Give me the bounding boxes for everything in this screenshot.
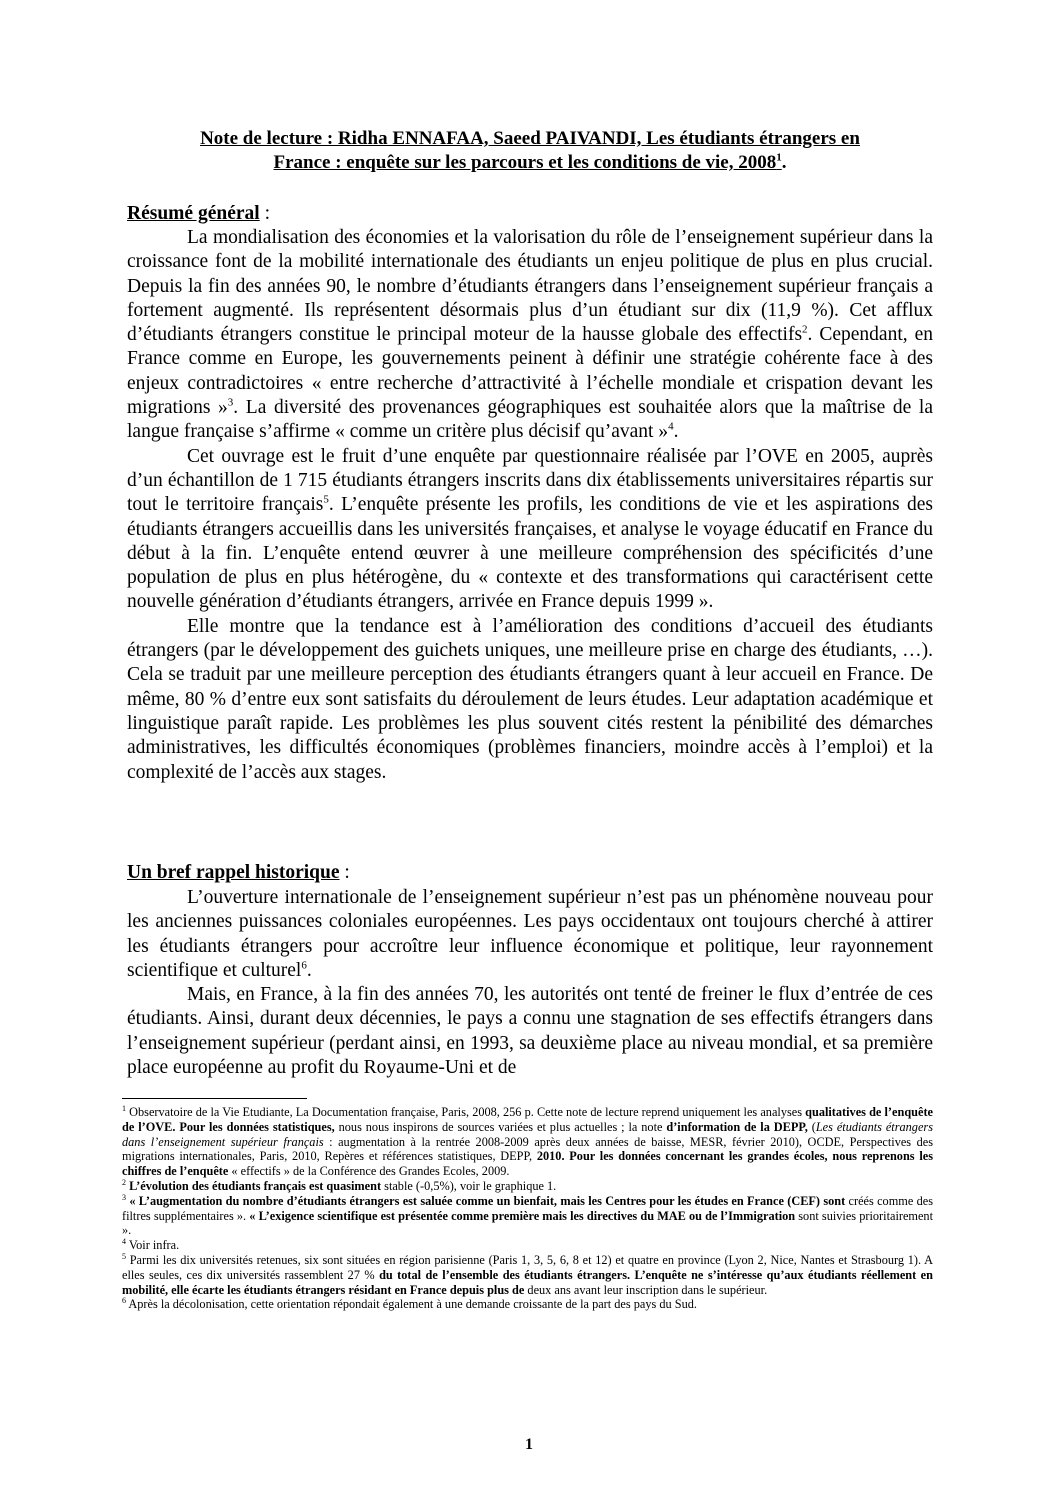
footnote-text: Observatoire de la Vie Etudiante, La Documentation française, Paris, 2008, 256 p. Cette note de lecture reprend uniquement les analyses	[126, 1105, 806, 1119]
footnote-text: créés comme des filtres supplémentaires ».	[122, 1193, 933, 1223]
title-line-1: Note de lecture : Ridha ENNAFAA, Saeed PAIVANDI, Les étudiants étrangers en	[200, 128, 860, 149]
footnote-text: (	[807, 1119, 816, 1134]
paragraph: Elle montre que la tendance est à l’amélioration des conditions d’accueil des étudiants étrangers (par le développement des guichets uniques, une meilleure prise en charge des étudiants, …). Cela se traduit par une meilleure perception des étudiants étrangers quant à leur accueil en France. De même, 80 % d’entre eux sont satisfaits du déroulement de leurs études. Leur adaptation académique et linguistique paraît rapide. Les problèmes les plus souvent cités restent la pénibilité des démarches administratives, les difficultés économiques (problèmes financiers, moindre accès à l’emploi) et la complexité de l’accès aux stages.	[127, 615, 933, 783]
title-line-2-text: France : enquête sur les parcours et les conditions de vie, 2008	[273, 152, 777, 173]
footnote-text: Après la décolonisation, cette orientation répondait également à une demande croissante de la part des pays du Sud.	[126, 1297, 697, 1312]
footnote-number: 5	[122, 1251, 126, 1261]
footnotes	[122, 1105, 933, 1312]
footnote-text-bold: « L’exigence scientifique est présentée comme première mais les directives du MAE ou de l’Immigration	[249, 1208, 796, 1223]
footnote-number: 2	[122, 1177, 126, 1187]
paragraph-text: L’ouverture internationale de l’enseignement supérieur n’est pas un phénomène nouveau pour les anciennes puissances coloniales européennes. Les pays occidentaux ont toujours cherché à attirer les étudiants étrangers pour accroître leur influence économique et politique, leur rayonnement scientifique et culturel	[127, 887, 933, 981]
footnote-text-italic: Les étudiants étrangers dans l’enseignement supérieur français	[122, 1119, 933, 1149]
footnote-text-bold: du total de l’ensemble des étudiants étrangers. L’enquête ne s’intéresse qu’aux étudiants réellement en mobilité, elle écarte les étudiants étrangers résidant en France depuis plus de	[122, 1267, 933, 1297]
section-body-historique	[127, 886, 933, 1080]
paragraph-text: .	[673, 421, 679, 443]
footnote-ref-4[interactable]: 4	[668, 420, 674, 433]
footnote-text: Parmi les dix universités retenues, six sont situées en région parisienne (Paris 1, 3, 5, 6, 8 et 12) et quatre en province (Lyon 2, Nice, Nantes et Strasbourg 1). A elles seules, ces dix universités rassemblent 27 %	[122, 1252, 933, 1282]
footnote-number: 4	[122, 1237, 126, 1247]
footnote-ref-1[interactable]: 1	[776, 151, 782, 164]
footnote-5	[122, 1253, 933, 1297]
footnote-text-bold: 2010. Pour les données concernant les grandes écoles, nous reprenons les chiffres de l’enquête	[122, 1149, 934, 1179]
footnote-text: deux ans avant leur inscription dans le supérieur.	[524, 1282, 768, 1297]
footnote-text: Voir infra.	[126, 1238, 180, 1253]
footnote-text: stable (-0,5%), voir le graphique 1.	[381, 1178, 557, 1193]
paragraph-text: La mondialisation des économies et la valorisation du rôle de l’enseignement supérieur dans la croissance font de la mobilité internationale des étudiants un enjeu politique de plus en plus crucial. Depuis la fin des années 90, le nombre d’étudiants étrangers dans l’enseignement supérieur français a fortement augmenté. Ils représentent désormais plus d’un étudiant sur dix (11,9 %). Cet afflux d’étudiants étrangers constitue le principal moteur de la hausse globale des effectifs	[127, 227, 933, 346]
section-heading-colon: :	[259, 203, 270, 224]
footnote-2	[122, 1179, 933, 1194]
footnote-ref-2[interactable]: 2	[802, 323, 808, 336]
footnote-number: 3	[122, 1192, 126, 1202]
footnote-text: : augmentation à la rentrée 2008-2009 après deux années de baisse, MESR, février 2010), OCDE, Perspectives des migrations internationales, Paris, 2010, Repères et références statistiques, DEPP,	[122, 1134, 933, 1164]
footnote-3	[122, 1194, 933, 1238]
footnote-text-bold: qualitatives de l’enquête de l’OVE. Pour les données statistiques,	[122, 1105, 934, 1134]
section-heading-historique	[127, 862, 350, 884]
paragraph	[127, 886, 933, 983]
paragraph-text: .	[306, 959, 312, 981]
paragraph	[127, 445, 933, 615]
paragraph-text: . Cependant, en France comme en Europe, les gouvernements peinent à définir une stratégie cohérente face à des enjeux contradictoires « entre recherche d’attractivité à l’échelle mondiale et crispation devant les migrations »	[127, 324, 933, 419]
footnote-ref-6[interactable]: 6	[301, 959, 307, 972]
footnote-text: nous nous inspirons de sources variées et plus actuelles ; la note	[334, 1119, 667, 1134]
section-heading-resume	[127, 203, 270, 225]
paragraph	[127, 226, 933, 445]
paragraph-text: . La diversité des provenances géographiques est souhaitée alors que la maîtrise de la langue française s’affirme « comme un critère plus décisif qu’avant »	[127, 397, 933, 443]
page-number: 1	[525, 1436, 533, 1453]
title-period: .	[781, 152, 787, 173]
section-body-resume	[127, 226, 933, 785]
footnote-text: « effectifs » de la Conférence des Grandes Ecoles, 2009.	[228, 1164, 510, 1179]
title-line-2	[273, 152, 781, 173]
section-heading-colon: :	[339, 862, 350, 883]
footnote-text-bold: d’information de la DEPP,	[666, 1119, 808, 1134]
footnote-number: 1	[122, 1103, 126, 1113]
paragraph-text: . L’enquête présente les profils, les conditions de vie et les aspirations des étudiants étrangers accueillis dans les universités françaises, et analyse le voyage éducatif en France du début à la fin. L’enquête entend œuvrer à une meilleure compréhension des spécificités d’une population de plus en plus hétérogène, du « contexte et des transformations qui caractérisent cette nouvelle génération d’étudiants étrangers, arrivée en France depuis 1999 ».	[127, 494, 933, 613]
footnote-6	[122, 1297, 933, 1312]
footnote-text: sont suivies prioritairement ».	[122, 1208, 933, 1238]
section-heading-historique-text: Un bref rappel historique	[127, 862, 340, 883]
paragraph-text: Cet ouvrage est le fruit d’une enquête par questionnaire réalisée par l’OVE en 2005, auprès d’un échantillon de 1 715 étudiants étrangers inscrits dans dix établissements universitaires répartis sur tout le territoire français	[127, 445, 933, 516]
footnote-1	[122, 1105, 933, 1179]
footnote-number: 6	[122, 1296, 126, 1306]
page-title	[127, 127, 933, 175]
footnote-ref-5[interactable]: 5	[323, 493, 329, 506]
footnote-4	[122, 1238, 933, 1253]
paragraph: Mais, en France, à la fin des années 70, les autorités ont tenté de freiner le flux d’entrée de ces étudiants. Ainsi, durant deux décennies, le pays a connu une stagnation de ses effectifs étrangers dans l’enseignement supérieur (perdant ainsi, en 1993, sa deuxième place au niveau mondial, et sa première place européenne au profit du Royaume-Uni et de	[127, 984, 933, 1079]
footnote-ref-3[interactable]: 3	[227, 396, 234, 409]
footnote-separator	[122, 1098, 307, 1099]
footnote-text-bold: L’évolution des étudiants français est quasiment	[126, 1178, 382, 1193]
section-heading-resume-text: Résumé général	[127, 203, 260, 224]
footnote-text-bold: « L’augmentation du nombre d’étudiants étrangers est saluée comme un bienfait, mais les Centres pour les études en France (CEF) sont	[126, 1193, 846, 1208]
